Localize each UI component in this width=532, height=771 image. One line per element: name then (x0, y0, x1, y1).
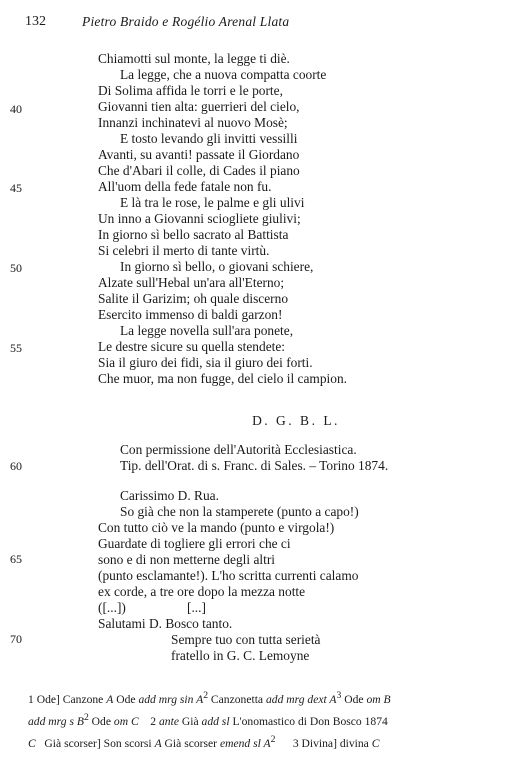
apparatus-superscript: 3 (336, 690, 342, 701)
apparatus-text: Già scorser (161, 736, 220, 750)
apparatus-siglum: A (106, 692, 114, 706)
poem-line: E tosto levando gli invitti vessilli (120, 131, 298, 146)
apparatus-superscript: 2 (270, 733, 276, 745)
apparatus-text: L'onomastico di Don Bosco 1874 (229, 714, 388, 728)
line-number: 70 (10, 632, 22, 646)
apparatus-text: Ode (341, 692, 367, 706)
line-number: 45 (10, 181, 22, 195)
apparatus-line (28, 709, 504, 731)
running-head: Pietro Braido e Rogélio Arenal Llata (82, 14, 290, 29)
apparatus-note: om C (113, 714, 139, 728)
apparatus-line (28, 687, 504, 709)
apparatus-note: add mrg sin A (138, 692, 204, 706)
apparatus-text: 2 (138, 714, 159, 728)
poem-line: Chiamotti sul monte, la legge ti diè. (98, 51, 290, 66)
poem-line: Di Solima affida le torri e le porte, (98, 83, 283, 98)
apparatus-note: add mrg dext A (265, 692, 337, 706)
critical-apparatus (28, 687, 504, 753)
letter-line: Con tutto ciò ve la mando (punto e virgola!) (98, 520, 335, 535)
poem-line: Che muor, ma non fugge, del cielo il campion. (98, 371, 347, 386)
page-number: 132 (25, 14, 46, 29)
imprimatur-line: Tip. dell'Orat. di s. Franc. di Sales. – Torino 1874. (120, 458, 389, 473)
letter-line: Salutami D. Bosco tanto. (98, 616, 233, 631)
poem-line: Innanzi inchinatevi al nuovo Mosè; (98, 115, 288, 130)
apparatus-note: ante (159, 714, 179, 728)
apparatus-line (28, 731, 504, 753)
poem-line: Si celebri il merto di tante virtù. (98, 243, 270, 258)
poem-line: Un inno a Giovanni sciogliete giulivi; (98, 211, 301, 226)
poem-line: Sia il giuro dei fidi, sia il giuro dei forti. (98, 355, 313, 370)
letter-line: [...] (187, 600, 206, 615)
poem-line: Alzate sull'Hebal un'ara all'Eterno; (98, 275, 285, 290)
apparatus-text: 3 Divina] divina (275, 736, 372, 750)
line-number: 40 (10, 102, 22, 116)
page-header (25, 14, 512, 32)
poem-line: La legge, che a nuova compatta coorte (120, 67, 327, 82)
apparatus-text: Ode (113, 692, 139, 706)
letter-line: So già che non la stamperete (punto a capo!) (120, 504, 359, 519)
letter-line: ([...]) (98, 600, 126, 615)
poem-line: In giorno sì bello, o giovani schiere, (120, 259, 314, 274)
poem-line: Le destre sicure su quella stendete: (98, 339, 286, 354)
poem-line: All'uom della fede fatale non fu. (98, 179, 272, 194)
poem-line: Giovanni tien alta: guerrieri del cielo, (98, 99, 300, 114)
letter-line: Carissimo D. Rua. (120, 488, 219, 503)
poem-line: In giorno sì bello sacrato al Battista (98, 227, 289, 242)
poem-line: Che d'Abari il colle, di Cades il piano (98, 163, 300, 178)
line-number: 65 (10, 552, 22, 566)
apparatus-superscript: 2 (203, 690, 209, 701)
line-number: 50 (10, 261, 22, 275)
poem-line: La legge novella sull'ara ponete, (120, 323, 294, 338)
apparatus-text: 1 Ode] Canzone (28, 692, 107, 706)
apparatus-text: Già scorser] Son scorsi (35, 736, 155, 750)
letter-signature-line: Sempre tuo con tutta serietà (171, 632, 321, 647)
line-number: 60 (10, 459, 22, 473)
letter-signature-line: fratello in G. C. Lemoyne (171, 648, 310, 663)
poem-line: E là tra le rose, le palme e gli ulivi (120, 195, 305, 210)
apparatus-text: Già (178, 714, 202, 728)
letter-line: sono e di non metterne degli altri (98, 552, 276, 567)
poem-line: Salite il Garizim; oh quale discerno (98, 291, 289, 306)
apparatus-text: Canzonetta (208, 692, 266, 706)
letter-line: (punto esclamante!). L'ho scritta currenti calamo (98, 568, 359, 583)
poem-line: Esercito immenso di baldi garzon! (98, 307, 283, 322)
apparatus-note: add sl (201, 714, 230, 728)
poem-line: Avanti, su avanti! passate il Giordano (98, 147, 300, 162)
letter-line: ex corde, a tre ore dopo la mezza notte (98, 584, 306, 599)
section-heading: D. G. B. L. (252, 413, 340, 428)
apparatus-text: Ode (88, 714, 114, 728)
apparatus-siglum: C (371, 736, 380, 750)
letter-line: Guardate di togliere gli errori che ci (98, 536, 291, 551)
apparatus-note: om B (366, 692, 391, 706)
line-number: 55 (10, 341, 22, 355)
apparatus-note: emend sl A (219, 736, 271, 750)
apparatus-siglum: A (154, 736, 162, 750)
apparatus-siglum: C (28, 736, 36, 750)
apparatus-note: add mrg s B (28, 714, 84, 728)
imprimatur-line: Con permissione dell'Autorità Ecclesiastica. (120, 442, 357, 457)
apparatus-superscript: 2 (83, 711, 89, 723)
